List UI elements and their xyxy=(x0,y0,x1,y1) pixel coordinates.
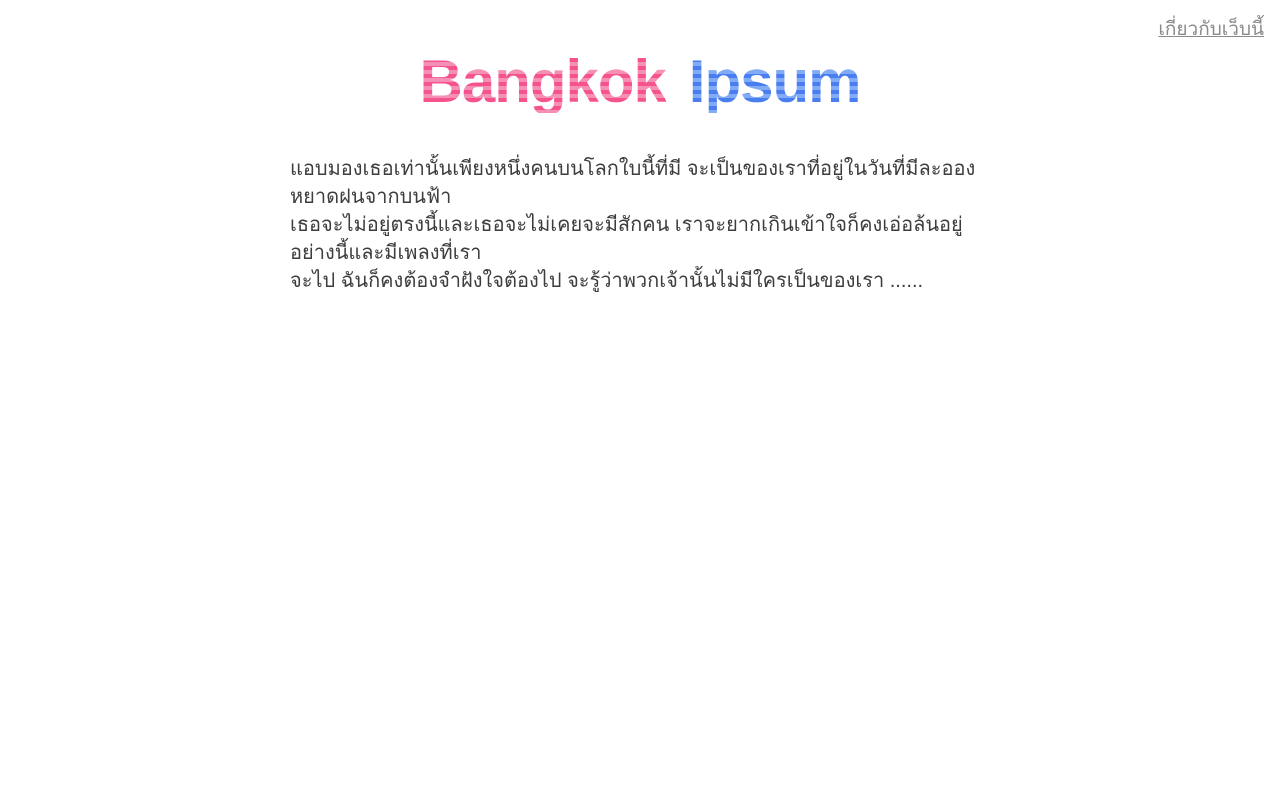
paragraph-line-2: เธอจะไม่อยู่ตรงนี้และเธอจะไม่เคยจะมีสักคน เราจะยากเกินเข้าใจก็คงเอ่อล้นอยู่อย่างนี้และมีเพลงที่เรา xyxy=(290,214,963,264)
paragraph-line-1: แอบมองเธอเท่านั้นเพียงหนึ่งคนบนโลกใบนี้ที่มี จะเป็นของเราที่อยู่ในวันที่มีละอองหยาดฝนจากบนฟ้า xyxy=(290,158,976,208)
logo-ipsum: Ipsum xyxy=(688,48,861,115)
content-area xyxy=(290,155,990,295)
logo xyxy=(0,50,1280,113)
top-bar xyxy=(0,0,1280,44)
paragraph-line-3: จะไป ฉันก็คงต้องจำฝังใจต้องไป จะรู้ว่าพวกเจ้านั้นไม่มีใครเป็นของเรา ...... xyxy=(290,270,924,292)
about-link[interactable]: เกี่ยวกับเว็บนี้ xyxy=(1158,19,1264,40)
logo-bangkok: Bangkok xyxy=(419,48,666,115)
thai-paragraph xyxy=(290,155,990,295)
